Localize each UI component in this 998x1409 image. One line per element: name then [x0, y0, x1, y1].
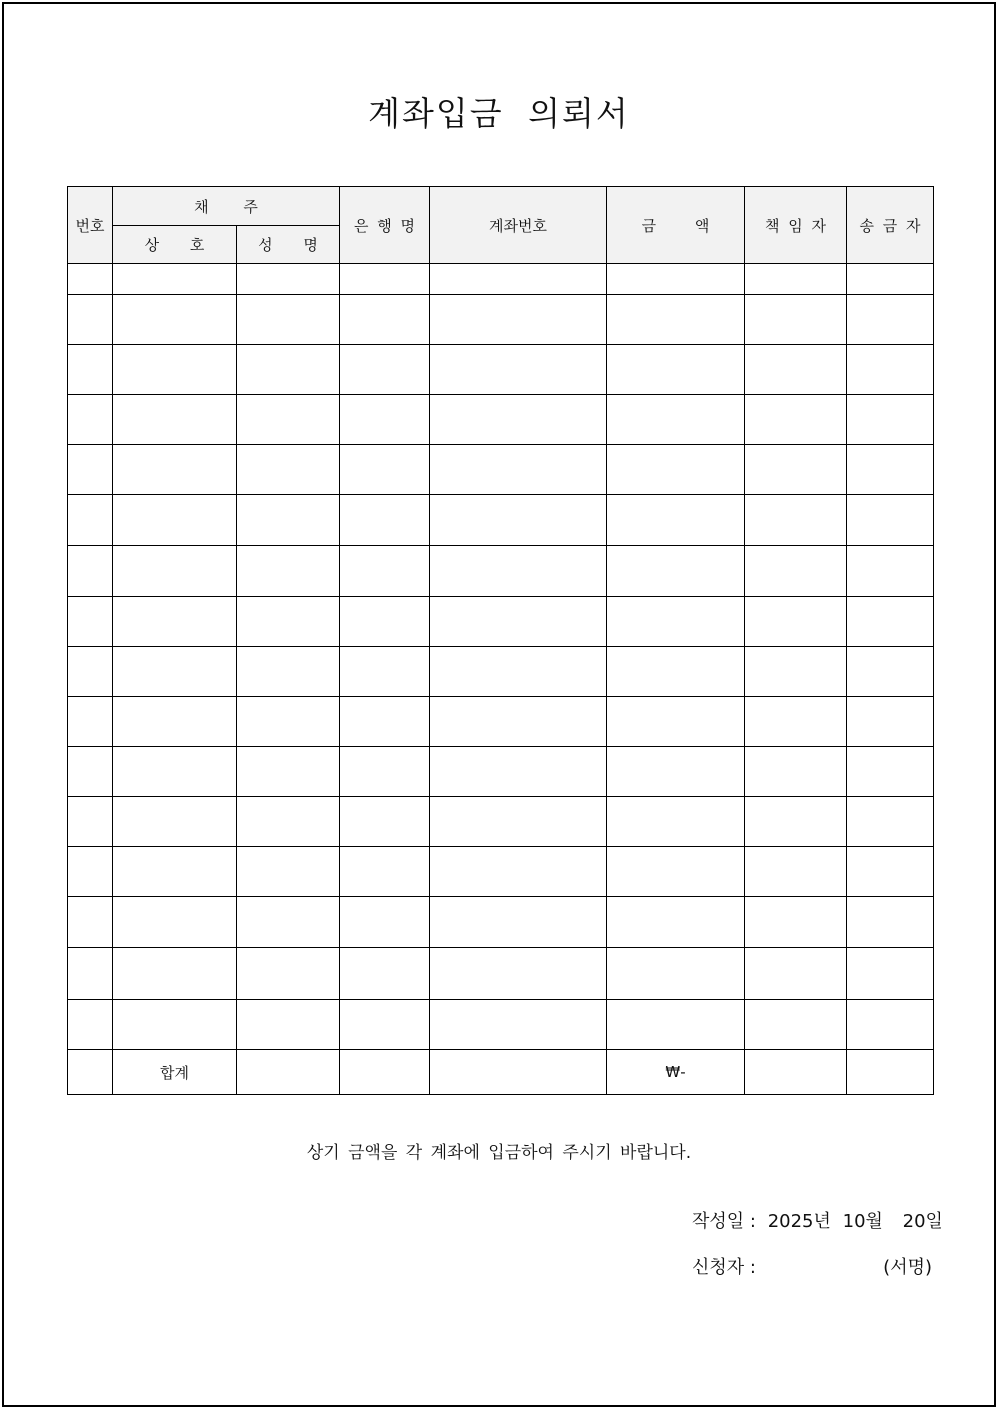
header-account: 계좌번호	[430, 187, 607, 264]
cell-account[interactable]	[430, 597, 607, 647]
applicant-line	[692, 1253, 932, 1279]
cell-remitter[interactable]	[847, 445, 934, 495]
cell-responsible[interactable]	[745, 647, 847, 697]
cell-responsible[interactable]	[745, 495, 847, 546]
cell-name[interactable]	[237, 948, 340, 1000]
cell-amount[interactable]	[607, 847, 745, 897]
cell-bank[interactable]	[340, 445, 430, 495]
header-remitter: 송 금 자	[847, 187, 934, 264]
cell-number[interactable]	[68, 797, 113, 847]
table-row	[68, 546, 934, 597]
cell-amount[interactable]	[607, 345, 745, 395]
cell-number[interactable]	[68, 1000, 113, 1050]
cell-number[interactable]	[68, 295, 113, 345]
cell-name[interactable]	[237, 445, 340, 495]
cell-company[interactable]	[113, 948, 237, 1000]
cell-company[interactable]	[113, 546, 237, 597]
cell-account[interactable]	[430, 395, 607, 445]
cell-company[interactable]	[113, 697, 237, 747]
cell-name[interactable]	[237, 847, 340, 897]
cell-number[interactable]	[68, 697, 113, 747]
cell-remitter[interactable]	[847, 647, 934, 697]
cell-remitter[interactable]	[847, 345, 934, 395]
date-label: 작성일 :	[692, 1211, 756, 1232]
cell-company[interactable]	[113, 495, 237, 546]
cell-bank[interactable]	[340, 597, 430, 647]
cell-account[interactable]	[430, 697, 607, 747]
cell-account[interactable]	[430, 1050, 607, 1095]
cell-bank[interactable]	[340, 1000, 430, 1050]
cell-amount[interactable]	[607, 495, 745, 546]
cell-account[interactable]	[430, 948, 607, 1000]
cell-company[interactable]	[113, 747, 237, 797]
cell-remitter[interactable]	[847, 897, 934, 948]
cell-account[interactable]	[430, 847, 607, 897]
cell-amount[interactable]	[607, 264, 745, 295]
cell-number[interactable]	[68, 597, 113, 647]
date-day[interactable]: 20일	[902, 1211, 943, 1232]
cell-responsible[interactable]	[745, 295, 847, 345]
cell-bank[interactable]	[340, 395, 430, 445]
cell-bank[interactable]	[340, 495, 430, 546]
cell-name[interactable]	[237, 747, 340, 797]
cell-number[interactable]	[68, 1050, 113, 1095]
cell-responsible[interactable]	[745, 948, 847, 1000]
cell-responsible[interactable]	[745, 345, 847, 395]
cell-bank[interactable]	[340, 948, 430, 1000]
cell-remitter[interactable]	[847, 1000, 934, 1050]
cell-company[interactable]	[113, 445, 237, 495]
cell-remitter[interactable]	[847, 264, 934, 295]
cell-responsible[interactable]	[745, 847, 847, 897]
cell-amount[interactable]	[607, 747, 745, 797]
cell-account[interactable]	[430, 345, 607, 395]
cell-name[interactable]	[237, 345, 340, 395]
cell-number[interactable]	[68, 847, 113, 897]
cell-amount[interactable]	[607, 295, 745, 345]
cell-name[interactable]	[237, 264, 340, 295]
cell-number[interactable]	[68, 495, 113, 546]
cell-bank[interactable]	[340, 546, 430, 597]
cell-amount[interactable]	[607, 597, 745, 647]
cell-name[interactable]	[237, 797, 340, 847]
cell-amount[interactable]	[607, 897, 745, 948]
cell-name[interactable]	[237, 546, 340, 597]
cell-company[interactable]	[113, 797, 237, 847]
cell-name[interactable]	[237, 395, 340, 445]
cell-amount[interactable]	[607, 647, 745, 697]
cell-number[interactable]	[68, 445, 113, 495]
header-company: 상 호	[113, 226, 237, 264]
cell-name[interactable]	[237, 597, 340, 647]
applicant-label: 신청자 :	[692, 1257, 756, 1278]
total-label: 합계	[113, 1050, 237, 1095]
cell-number[interactable]	[68, 345, 113, 395]
table-row	[68, 697, 934, 747]
cell-number[interactable]	[68, 647, 113, 697]
cell-bank[interactable]	[340, 1050, 430, 1095]
table-row	[68, 948, 934, 1000]
cell-remitter[interactable]	[847, 495, 934, 546]
notice-text: 상기 금액을 각 계좌에 입금하여 주시기 바랍니다.	[306, 1143, 692, 1163]
cell-responsible[interactable]	[745, 747, 847, 797]
cell-name[interactable]	[237, 1050, 340, 1095]
cell-number[interactable]	[68, 546, 113, 597]
cell-amount[interactable]	[607, 445, 745, 495]
cell-bank[interactable]	[340, 747, 430, 797]
cell-bank[interactable]	[340, 897, 430, 948]
cell-company[interactable]	[113, 264, 237, 295]
table-row	[68, 1000, 934, 1050]
table-row	[68, 847, 934, 897]
table-row	[68, 797, 934, 847]
cell-amount[interactable]	[607, 697, 745, 747]
header-responsible: 책 임 자	[745, 187, 847, 264]
remittance-table	[67, 186, 934, 1095]
cell-remitter[interactable]	[847, 948, 934, 1000]
cell-amount[interactable]	[607, 546, 745, 597]
cell-account[interactable]	[430, 1000, 607, 1050]
cell-company[interactable]	[113, 345, 237, 395]
cell-company[interactable]	[113, 647, 237, 697]
cell-remitter[interactable]	[847, 597, 934, 647]
cell-account[interactable]	[430, 264, 607, 295]
cell-responsible[interactable]	[745, 264, 847, 295]
cell-account[interactable]	[430, 546, 607, 597]
cell-account[interactable]	[430, 897, 607, 948]
cell-account[interactable]	[430, 647, 607, 697]
cell-responsible[interactable]	[745, 597, 847, 647]
header-amount: 금 액	[607, 187, 745, 264]
cell-responsible[interactable]	[745, 395, 847, 445]
cell-company[interactable]	[113, 395, 237, 445]
cell-amount[interactable]	[607, 948, 745, 1000]
cell-number[interactable]	[68, 264, 113, 295]
cell-amount[interactable]	[607, 797, 745, 847]
cell-bank[interactable]	[340, 264, 430, 295]
date-line	[692, 1207, 949, 1233]
cell-account[interactable]	[430, 495, 607, 546]
cell-name[interactable]	[237, 495, 340, 546]
date-month[interactable]: 10월	[842, 1211, 883, 1232]
cell-name[interactable]	[237, 295, 340, 345]
cell-remitter[interactable]	[847, 747, 934, 797]
cell-bank[interactable]	[340, 647, 430, 697]
cell-account[interactable]	[430, 797, 607, 847]
table-row	[68, 647, 934, 697]
cell-remitter[interactable]	[847, 395, 934, 445]
header-creditor: 채 주	[113, 187, 340, 226]
cell-name[interactable]	[237, 697, 340, 747]
cell-amount[interactable]	[607, 1000, 745, 1050]
table-row	[68, 395, 934, 445]
cell-company[interactable]	[113, 897, 237, 948]
cell-number[interactable]	[68, 897, 113, 948]
cell-responsible[interactable]	[745, 445, 847, 495]
cell-name[interactable]	[237, 1000, 340, 1050]
date-year[interactable]: 2025년	[767, 1211, 831, 1232]
cell-name[interactable]	[237, 897, 340, 948]
cell-remitter[interactable]	[847, 1050, 934, 1095]
cell-remitter[interactable]	[847, 847, 934, 897]
signature-mark[interactable]: (서명)	[883, 1257, 932, 1278]
cell-responsible[interactable]	[745, 1000, 847, 1050]
total-row	[68, 1050, 934, 1095]
table-row	[68, 264, 934, 295]
header-name: 성 명	[237, 226, 340, 264]
cell-name[interactable]	[237, 647, 340, 697]
table-row	[68, 597, 934, 647]
cell-company[interactable]	[113, 847, 237, 897]
cell-amount[interactable]	[607, 395, 745, 445]
cell-number[interactable]	[68, 948, 113, 1000]
cell-responsible[interactable]	[745, 797, 847, 847]
cell-bank[interactable]	[340, 345, 430, 395]
cell-bank[interactable]	[340, 847, 430, 897]
cell-responsible[interactable]	[745, 897, 847, 948]
cell-responsible[interactable]	[745, 697, 847, 747]
cell-company[interactable]	[113, 295, 237, 345]
cell-account[interactable]	[430, 295, 607, 345]
cell-company[interactable]	[113, 1000, 237, 1050]
cell-remitter[interactable]	[847, 797, 934, 847]
cell-responsible[interactable]	[745, 1050, 847, 1095]
header-bank: 은 행 명	[340, 187, 430, 264]
cell-company[interactable]	[113, 597, 237, 647]
cell-account[interactable]	[430, 747, 607, 797]
header-number: 번호	[68, 187, 113, 264]
cell-remitter[interactable]	[847, 546, 934, 597]
table-row	[68, 345, 934, 395]
cell-bank[interactable]	[340, 697, 430, 747]
table-row	[68, 295, 934, 345]
cell-number[interactable]	[68, 395, 113, 445]
cell-bank[interactable]	[340, 295, 430, 345]
total-amount: ₩-	[607, 1050, 745, 1095]
document-title: 계좌입금 의뢰서	[368, 94, 630, 133]
cell-responsible[interactable]	[745, 546, 847, 597]
table-row	[68, 445, 934, 495]
cell-bank[interactable]	[340, 797, 430, 847]
cell-account[interactable]	[430, 445, 607, 495]
table-row	[68, 897, 934, 948]
cell-remitter[interactable]	[847, 295, 934, 345]
table-row	[68, 747, 934, 797]
table-row	[68, 495, 934, 546]
cell-remitter[interactable]	[847, 697, 934, 747]
cell-number[interactable]	[68, 747, 113, 797]
